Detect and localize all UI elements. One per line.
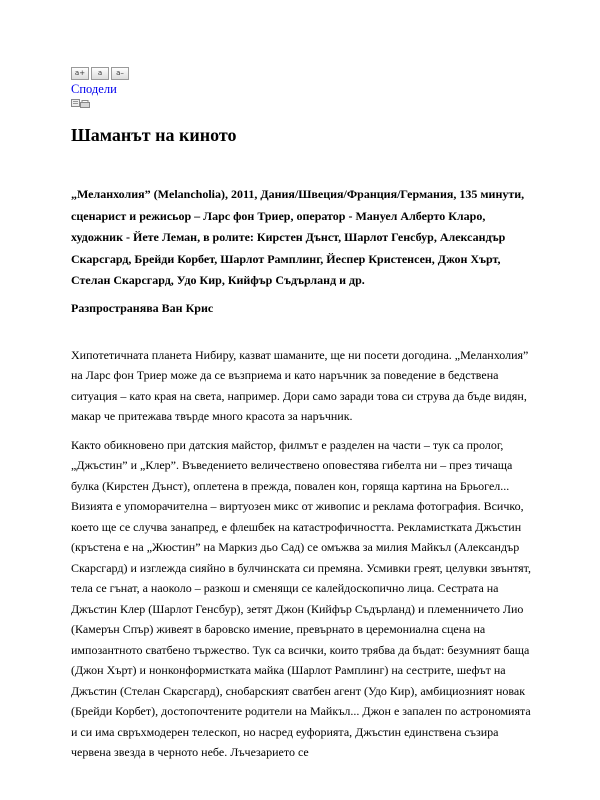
paragraph: Хипотетичната планета Нибиру, казват шаманите, ще ни посети догодина. „Меланхолия” на Ларс фон Триер може да се възприема и като наръчник за поведение в бедствена ситуация – като края на света, например. Дори само заради това си струва да бъде видян, макар че притежава твърде много красота за наръчник.	[71, 347, 529, 423]
font-reset-button[interactable]: a	[91, 67, 109, 80]
article-title: Шаманът на киното	[71, 125, 237, 145]
article-body	[71, 345, 533, 763]
share-link[interactable]: Сподели	[71, 82, 117, 96]
font-increase-button[interactable]: a+	[71, 67, 89, 80]
print-icon[interactable]	[71, 99, 90, 108]
article	[71, 67, 533, 771]
distributor-line: Разпространява Ван Крис	[71, 300, 214, 315]
film-credits: „Меланхолия” (Melancholia), 2011, Дания/Швеция/Франция/Германия, 135 минути, сценарист и режисьор – Ларс фон Триер, оператор - Мануел Алберто Кларо, художник - Йете Леман, в ролите: Кирстен Дънст, Шарлот Генсбур, Александър Скарсгард, Брейди Корбет, Шарлот Рамплинг, Йеспер Кристенсен, Джон Хърт, Стелан Скарсгард, Удо Кир, Кийфър Съдърланд и др.	[71, 187, 525, 287]
font-size-controls	[71, 67, 533, 80]
paragraph: Както обикновено при датския майстор, филмът е разделен на части – тук са пролог, „Джъстин” и „Клер”. Въведението величествено оповестява гибелта ни – през тичаща булка (Кирстен Дънст), оплетена в прежда, повален кон, горяща картина на Брьогел... Визията е упоморачителна – виртуозен микс от живопис и реклама фотография. Всичко, което ще се случва занапред, е флешбек на катастрофичността. Рекламистката Джъстин (кръстена е на „Жюстин” на Маркиз дьо Сад) се омъжва за милия Майкъл (Александър Скарсгард) и изглежда сияйно в булчинската си премяна. Усмивки греят, целувки звънтят, тела се гънат, а наоколо – разкош и сменящи се калейдоскопично лица. Сестрата на Джъстин Клер (Шарлот Генсбур), зетят Джон (Кийфър Съдърланд) и племенничето Лио (Камерън Спър) живеят в баровско имение, превърнато в церемониална сцена на импозантното сватбено тържество. Тук са всички, които трябва да бъдат: безумният баща (Джон Хърт) и нонконформистката майка (Шарлот Рамплинг) на сестрите, шефът на Джъстин (Стелан Скарсгард), снобарският сватбен агент (Удо Кир), амбициозният новак (Брейди Корбет), достопочтените родители на Майкъл... Джон е запален по астрономията и си има свръхмодерен телескоп, но насред еуфорията, Джъстин единствена съзира червена звезда в черното небе. Лъчезарието се	[71, 437, 532, 759]
font-decrease-button[interactable]: a–	[111, 67, 129, 80]
